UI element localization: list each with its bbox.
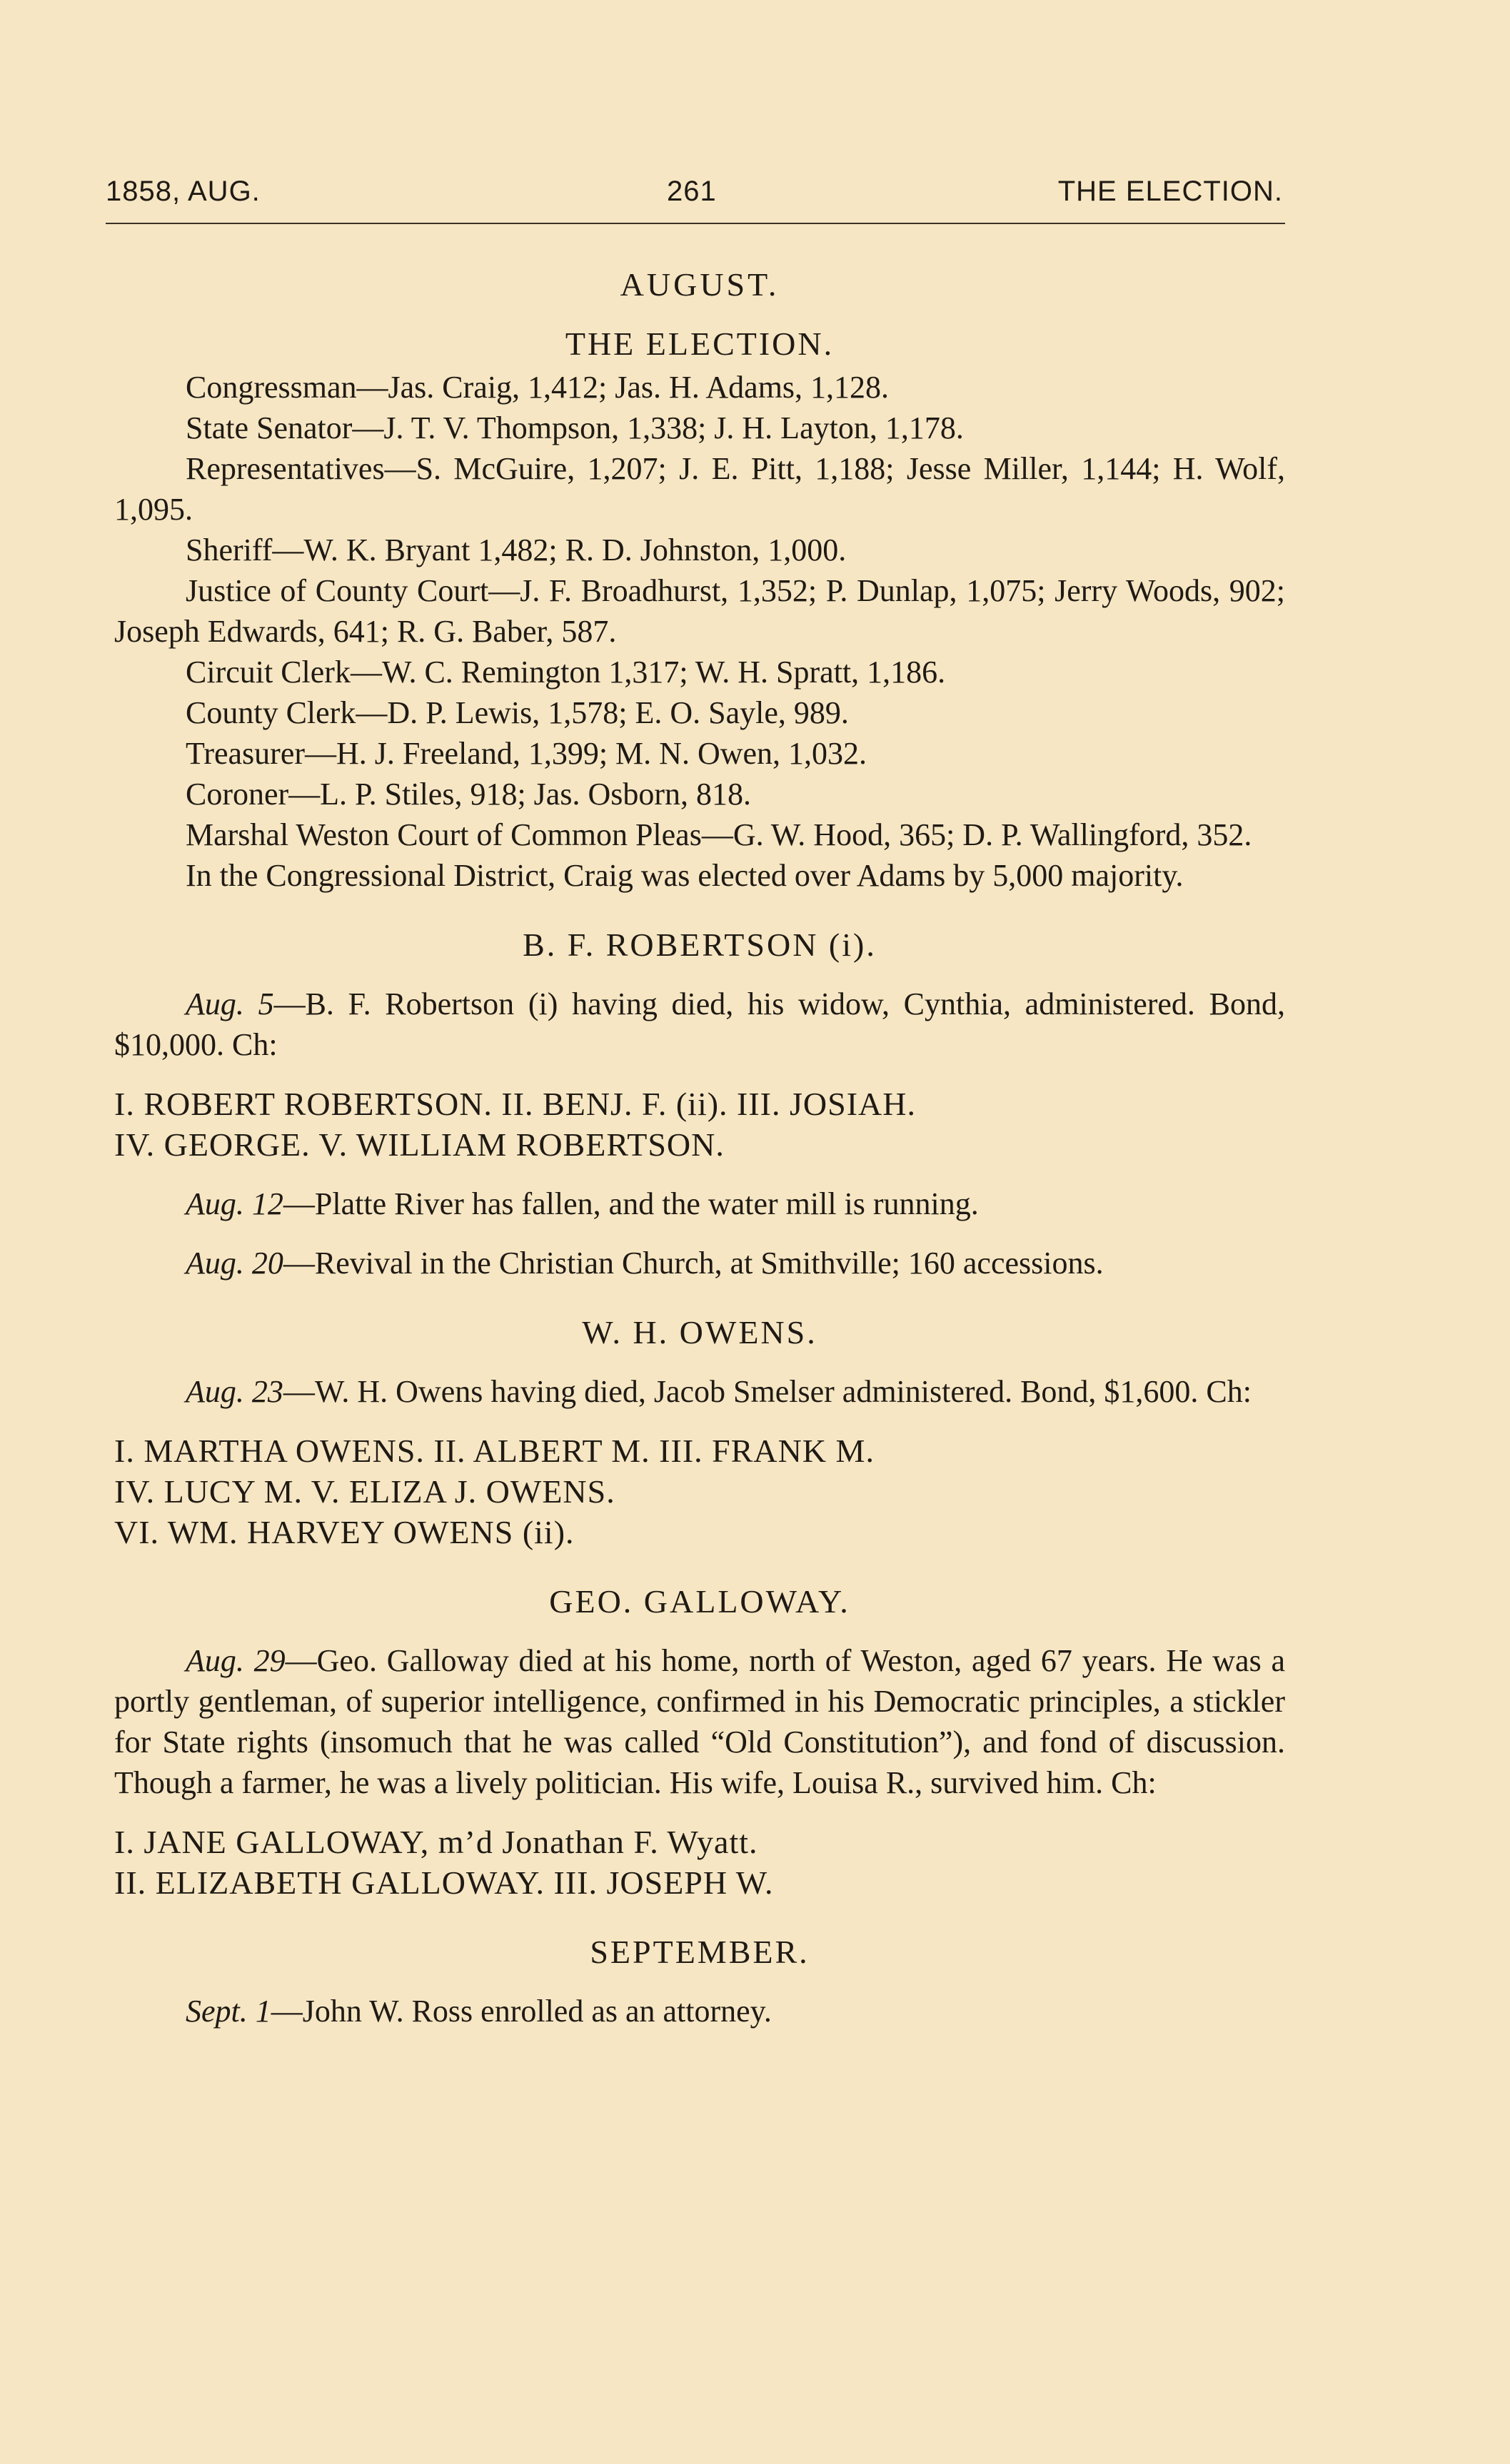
running-head-title: THE ELECTION. bbox=[1057, 176, 1283, 207]
children-list-robertson bbox=[114, 1084, 1285, 1165]
entry-platte-river bbox=[114, 1183, 1285, 1224]
entry-text: —B. F. Robertson (i) having died, his widow, Cynthia, administered. Bond, $10,000. Ch: bbox=[114, 986, 1285, 1062]
entry-text: —Geo. Galloway died at his home, north of Weston, aged 67 years. He was a portly gentleman, of superior intelligence, confirmed in his Democratic principles, a stickler for State rights (insomuch that he was called “Old Constitution”), and fond of discussion. Though a farmer, he was a lively politician. His wife, Louisa R., survived him. Ch: bbox=[114, 1643, 1285, 1800]
entry-revival bbox=[114, 1243, 1285, 1283]
entry-owens bbox=[114, 1371, 1285, 1412]
result-treasurer: Treasurer—H. J. Freeland, 1,399; M. N. Owen, 1,032. bbox=[186, 736, 867, 771]
section-title-galloway: GEO. GALLOWAY. bbox=[549, 1583, 850, 1620]
result-circuit-clerk: Circuit Clerk—W. C. Remington 1,317; W. H. Spratt, 1,186. bbox=[186, 655, 946, 690]
result-coroner: Coroner—L. P. Stiles, 918; Jas. Osborn, 818. bbox=[186, 777, 751, 812]
entry-ross bbox=[114, 1991, 1285, 2031]
page-number: 261 bbox=[667, 176, 717, 207]
result-sheriff: Sheriff—W. K. Bryant 1,482; R. D. Johnston, 1,000. bbox=[186, 532, 847, 567]
result-justice: Justice of County Court—J. F. Broadhurst, 1,352; P. Dunlap, 1,075; Jerry Woods, 902; Joseph Edwards, 641; R. G. Baber, 587. bbox=[114, 573, 1285, 649]
header-rule bbox=[106, 223, 1285, 224]
section-title-owens: W. H. OWENS. bbox=[582, 1314, 817, 1350]
page-body bbox=[114, 264, 1285, 2031]
result-representatives: Representatives—S. McGuire, 1,207; J. E. Pitt, 1,188; Jesse Miller, 1,144; H. Wolf, 1,095. bbox=[114, 451, 1285, 527]
children-line: IV. LUCY M. V. ELIZA J. OWENS. bbox=[114, 1473, 615, 1510]
entry-date: Aug. 5 bbox=[186, 986, 274, 1021]
children-line: I. JANE GALLOWAY, m’d Jonathan F. Wyatt. bbox=[114, 1824, 758, 1860]
result-state-senator: State Senator—J. T. V. Thompson, 1,338; J. H. Layton, 1,178. bbox=[186, 410, 964, 445]
section-title-robertson: B. F. ROBERTSON (i). bbox=[523, 926, 877, 963]
children-line: I. ROBERT ROBERTSON. II. BENJ. F. (ii). III. JOSIAH. bbox=[114, 1086, 916, 1122]
children-list-owens bbox=[114, 1430, 1285, 1552]
month-heading: AUGUST. bbox=[620, 266, 780, 303]
result-county-clerk: County Clerk—D. P. Lewis, 1,578; E. O. Sayle, 989. bbox=[186, 695, 849, 730]
result-congressman: Congressman—Jas. Craig, 1,412; Jas. H. Adams, 1,128. bbox=[186, 370, 890, 405]
entry-text: —John W. Ross enrolled as an attorney. bbox=[271, 1994, 772, 2029]
children-line: VI. WM. HARVEY OWENS (ii). bbox=[114, 1514, 575, 1550]
result-marshal: Marshal Weston Court of Common Pleas—G. W. Hood, 365; D. P. Wallingford, 352. bbox=[186, 817, 1252, 852]
entry-text: —Platte River has fallen, and the water mill is running. bbox=[283, 1186, 979, 1221]
running-head bbox=[106, 176, 1283, 218]
entry-date: Aug. 23 bbox=[186, 1374, 283, 1409]
entry-date: Aug. 12 bbox=[186, 1186, 283, 1221]
entry-date: Aug. 20 bbox=[186, 1246, 283, 1281]
children-line: I. MARTHA OWENS. II. ALBERT M. III. FRANK M. bbox=[114, 1433, 875, 1469]
election-results bbox=[114, 367, 1285, 896]
children-line: IV. GEORGE. V. WILLIAM ROBERTSON. bbox=[114, 1126, 725, 1163]
entry-date: Aug. 29 bbox=[186, 1643, 286, 1678]
result-congressional-district: In the Congressional District, Craig was elected over Adams by 5,000 majority. bbox=[186, 858, 1184, 893]
entry-text: —W. H. Owens having died, Jacob Smelser administered. Bond, $1,600. Ch: bbox=[283, 1374, 1252, 1409]
running-head-date: 1858, AUG. bbox=[106, 176, 261, 207]
entry-galloway bbox=[114, 1640, 1285, 1803]
section-title-election: THE ELECTION. bbox=[565, 325, 835, 362]
entry-date: Sept. 1 bbox=[186, 1994, 271, 2029]
month-heading-september: SEPTEMBER. bbox=[590, 1934, 810, 1970]
children-line: II. ELIZABETH GALLOWAY. III. JOSEPH W. bbox=[114, 1864, 774, 1901]
entry-text: —Revival in the Christian Church, at Smithville; 160 accessions. bbox=[283, 1246, 1104, 1281]
entry-robertson bbox=[114, 984, 1285, 1065]
children-list-galloway bbox=[114, 1822, 1285, 1903]
